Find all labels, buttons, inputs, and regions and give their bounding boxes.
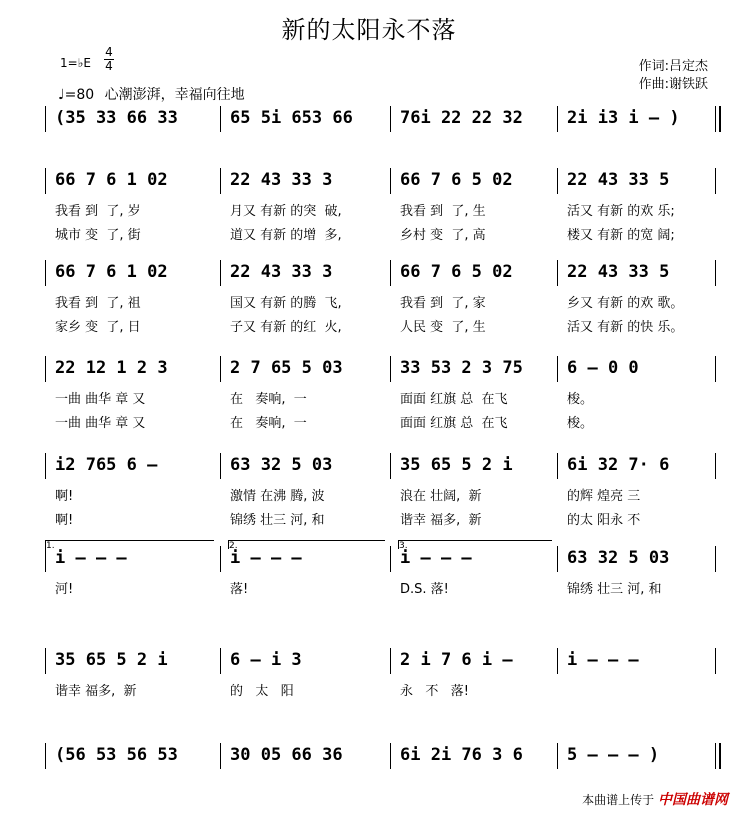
measure-notes: 30 05 66 36 <box>230 745 343 765</box>
lyric-line: 乡又 有新 的欢 歌。 <box>567 296 684 311</box>
measure-notes: 66 7 6 5 02 <box>400 262 513 282</box>
lyric-line: 的辉 煌亮 三 <box>567 489 641 504</box>
barline <box>557 648 558 674</box>
barline <box>45 168 46 194</box>
tempo-value: ♩=80 <box>58 87 95 103</box>
barline <box>220 546 221 572</box>
lyric-line: 河! <box>55 582 74 597</box>
measure-notes: 66 7 6 1 02 <box>55 262 168 282</box>
barline <box>557 546 558 572</box>
barline <box>390 356 391 382</box>
measure-notes: 2 i 7 6 i – <box>400 650 513 670</box>
barline <box>715 260 716 286</box>
lyric-line: 我看 到 了, 生 <box>400 204 486 219</box>
measure-notes: 22 12 1 2 3 <box>55 358 168 378</box>
barline <box>557 453 558 479</box>
lyric-line: 活又 有新 的欢 乐; <box>567 204 675 219</box>
lyric-line: 锦绣 壮三 河, 和 <box>567 582 662 597</box>
measure-notes: 33 53 2 3 75 <box>400 358 523 378</box>
measure-notes: (35 33 66 33 <box>55 108 178 128</box>
measure-notes: 22 43 33 3 <box>230 262 333 282</box>
measure-notes: 22 43 33 3 <box>230 170 333 190</box>
lyric-line: 永 不 落! <box>400 684 470 699</box>
lyric-line: 锦绣 壮三 河, 和 <box>230 513 325 528</box>
barline <box>390 168 391 194</box>
lyric-line: 梭。 <box>567 416 594 431</box>
measure-notes: 76i 22 22 32 <box>400 108 523 128</box>
lyric-line: 人民 变 了, 生 <box>400 320 486 335</box>
barline <box>220 168 221 194</box>
measure-notes: 66 7 6 1 02 <box>55 170 168 190</box>
credits <box>639 58 708 94</box>
lyricist: 作词:吕定杰 <box>638 59 708 74</box>
lyric-line: 谐幸 福多, 新 <box>400 513 482 528</box>
measure-notes: 35 65 5 2 i <box>400 455 513 475</box>
barline <box>220 260 221 286</box>
measure-notes: 22 43 33 5 <box>567 262 670 282</box>
measure-notes: 63 32 5 03 <box>567 548 670 568</box>
lyric-line: 激情 在沸 腾, 波 <box>230 489 325 504</box>
measure-notes: i – – – <box>55 548 127 568</box>
time-signature-top: 4 <box>105 45 113 59</box>
barline <box>45 356 46 382</box>
measure-notes: 22 43 33 5 <box>567 170 670 190</box>
lyric-line: 的太 阳永 不 <box>567 513 641 528</box>
volta-bracket: 3. <box>398 540 552 549</box>
key-signature: 1=♭E <box>60 56 91 70</box>
measure-notes: 63 32 5 03 <box>230 455 333 475</box>
volta-bracket: 2. <box>228 540 385 549</box>
barline <box>220 743 221 769</box>
lyric-line: 的 太 阳 <box>230 684 294 699</box>
lyric-line: 一曲 曲华 章 又 <box>55 392 146 407</box>
barline <box>220 648 221 674</box>
barline <box>45 743 46 769</box>
barline <box>557 168 558 194</box>
lyric-line: 梭。 <box>567 392 594 407</box>
measure-notes: 6 – i 3 <box>230 650 302 670</box>
page-title: 新的太阳永不落 <box>281 16 457 44</box>
footer <box>582 789 728 809</box>
measure-notes: i – – – <box>400 548 472 568</box>
barline <box>45 260 46 286</box>
barline <box>715 743 721 769</box>
barline <box>390 546 391 572</box>
barline <box>390 106 391 132</box>
lyric-line: 我看 到 了, 岁 <box>55 204 141 219</box>
lyric-line: 浪在 壮阔, 新 <box>400 489 482 504</box>
lyric-line: 道又 有新 的增 多, <box>230 228 342 243</box>
time-signature-bottom: 4 <box>105 59 113 73</box>
measure-notes: i – – – <box>567 650 639 670</box>
expression-text: 心潮澎湃，幸福向往地 <box>104 87 245 103</box>
lyric-line: 我看 到 了, 祖 <box>55 296 141 311</box>
measure-notes: 2i i3 i – ) <box>567 108 680 128</box>
barline <box>715 546 716 572</box>
lyric-line: 谐幸 福多, 新 <box>55 684 137 699</box>
lyric-line: 一曲 曲华 章 又 <box>55 416 146 431</box>
measure-notes: 2 7 65 5 03 <box>230 358 343 378</box>
barline <box>715 168 716 194</box>
lyric-line: 家乡 变 了, 日 <box>55 320 141 335</box>
barline <box>220 356 221 382</box>
barline <box>715 648 716 674</box>
lyric-line: 国又 有新 的腾 飞, <box>230 296 342 311</box>
time-signature <box>104 46 114 73</box>
footer-text: 本曲谱上传于 <box>582 793 655 807</box>
measure-notes: 66 7 6 5 02 <box>400 170 513 190</box>
barline <box>715 453 716 479</box>
barline <box>557 743 558 769</box>
lyric-line: 我看 到 了, 家 <box>400 296 486 311</box>
lyric-line: 啊! <box>55 513 74 528</box>
measure-notes: 6i 32 7· 6 <box>567 455 670 475</box>
lyric-line: 楼又 有新 的宽 阔; <box>567 228 675 243</box>
barline <box>715 106 721 132</box>
site-logo: 中国曲谱网 <box>658 792 728 808</box>
measure-notes: 5 – – – ) <box>567 745 660 765</box>
barline <box>45 106 46 132</box>
barline <box>220 453 221 479</box>
barline <box>45 453 46 479</box>
lyric-line: 活又 有新 的快 乐。 <box>567 320 684 335</box>
measure-notes: 6 – 0 0 <box>567 358 639 378</box>
measure-notes: i2 765 6 – <box>55 455 158 475</box>
barline <box>390 453 391 479</box>
composer: 作曲:谢铁跃 <box>638 77 708 92</box>
barline <box>45 546 46 572</box>
measure-notes: 65 5i 653 66 <box>230 108 353 128</box>
lyric-line: 落! <box>230 582 249 597</box>
barline <box>220 106 221 132</box>
tempo-marking <box>58 84 245 104</box>
lyric-line: 乡村 变 了, 高 <box>400 228 486 243</box>
barline <box>390 260 391 286</box>
barline <box>390 648 391 674</box>
lyric-line: D.S. 落! <box>400 582 449 597</box>
barline <box>557 356 558 382</box>
barline <box>390 743 391 769</box>
barline <box>715 356 716 382</box>
barline <box>45 648 46 674</box>
measure-notes: i – – – <box>230 548 302 568</box>
volta-bracket: 1. <box>45 540 214 549</box>
measure-notes: 6i 2i 76 3 6 <box>400 745 523 765</box>
lyric-line: 月又 有新 的突 破, <box>230 204 342 219</box>
lyric-line: 子又 有新 的红 火, <box>230 320 342 335</box>
lyric-line: 在 奏响, 一 <box>230 416 307 431</box>
lyric-line: 在 奏响, 一 <box>230 392 307 407</box>
lyric-line: 城市 变 了, 街 <box>55 228 141 243</box>
lyric-line: 面面 红旗 总 在飞 <box>400 392 508 407</box>
measure-notes: (56 53 56 53 <box>55 745 178 765</box>
barline <box>557 106 558 132</box>
lyric-line: 面面 红旗 总 在飞 <box>400 416 508 431</box>
barline <box>557 260 558 286</box>
lyric-line: 啊! <box>55 489 74 504</box>
measure-notes: 35 65 5 2 i <box>55 650 168 670</box>
